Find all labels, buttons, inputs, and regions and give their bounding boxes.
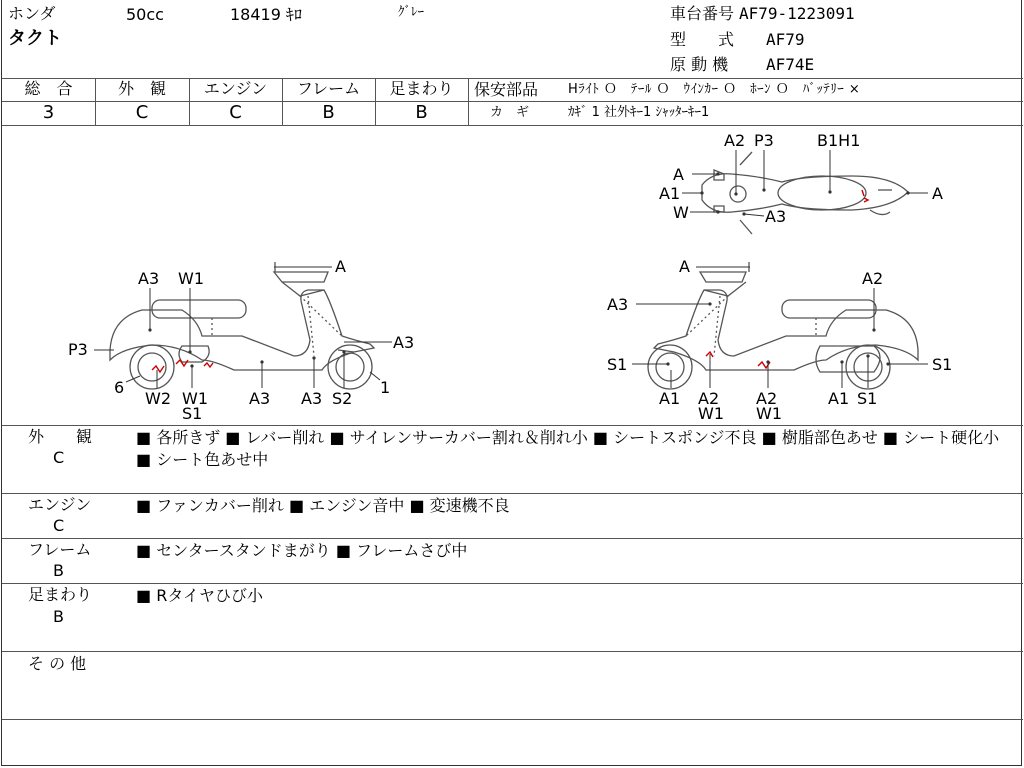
comment-suspension-grade: B bbox=[53, 607, 64, 626]
dmg-label: A bbox=[932, 184, 943, 203]
comment-other-label: そ の 他 bbox=[28, 654, 87, 673]
key-label: カ ギ bbox=[490, 105, 530, 120]
dmg-label: W1 bbox=[698, 404, 724, 423]
grade-exterior-value: C bbox=[135, 102, 149, 123]
dmg-label: W1 bbox=[756, 404, 782, 423]
dmg-label: P3 bbox=[754, 131, 774, 150]
dmg-label: 1 bbox=[380, 378, 391, 397]
dmg-label: A1 bbox=[659, 184, 681, 203]
comment-exterior-text: ■ 各所きず ■ レバー削れ ■ サイレンサーカバー割れ＆削れ小 ■ シートスポンジ不良 ■ 樹脂部色あせ ■ シート硬化小 ■ シート色あせ中 bbox=[136, 428, 1000, 469]
dmg-label: A2 bbox=[724, 131, 746, 150]
comment-engine-label: エンジン bbox=[28, 495, 92, 514]
key-value: ｶｷﾞ 1 社外ｷｰ1 ｼｬｯﾀｰｷｰ1 bbox=[568, 105, 710, 120]
grade-overall-value: 3 bbox=[42, 102, 55, 123]
grade-engine-value: C bbox=[229, 102, 242, 123]
dmg-label: S2 bbox=[332, 389, 353, 408]
dmg-label: S1 bbox=[857, 389, 878, 408]
grade-exterior-label: 外 観 bbox=[117, 79, 166, 98]
grade-engine-label: エンジン bbox=[203, 79, 268, 98]
chassis-number: AF79-1223091 bbox=[739, 4, 855, 23]
safety-parts-items: Hﾗｲﾄ Ｏ ﾃｰﾙ Ｏ ｳｲﾝｶｰ Ｏ ﾎｰﾝ Ｏ ﾊﾞｯﾃﾘｰ × bbox=[568, 82, 861, 97]
dmg-label: A2 bbox=[698, 389, 720, 408]
scooter-top-view bbox=[702, 152, 908, 234]
dmg-label: A3 bbox=[301, 389, 323, 408]
comment-frame-label: フレーム bbox=[28, 540, 92, 559]
dmg-label: W1 bbox=[182, 389, 208, 408]
dmg-label: P3 bbox=[68, 340, 88, 359]
engine-model-label: 原 動 機 bbox=[670, 55, 729, 74]
color: ｸﾞﾚｰ bbox=[398, 5, 424, 20]
dmg-label: A2 bbox=[862, 269, 884, 288]
dmg-label: A3 bbox=[607, 295, 629, 314]
dmg-label: S1 bbox=[607, 355, 628, 374]
dmg-label: A3 bbox=[765, 207, 787, 226]
comment-frame-text: ■ センタースタンドまがり ■ フレームさび中 bbox=[136, 541, 468, 560]
dmg-label: A bbox=[335, 257, 346, 276]
dmg-label: W1 bbox=[178, 269, 204, 288]
grade-frame-label: フレーム bbox=[296, 79, 361, 98]
dmg-label: 6 bbox=[114, 378, 125, 397]
comment-exterior-grade: C bbox=[53, 448, 65, 467]
grade-suspension-value: B bbox=[415, 102, 428, 123]
comment-suspension-label: 足まわり bbox=[28, 585, 93, 604]
comment-exterior-label: 外 観 bbox=[28, 427, 93, 446]
chassis-label: 車台番号 bbox=[670, 4, 735, 23]
dmg-label: A2 bbox=[756, 389, 778, 408]
dmg-label: A bbox=[673, 165, 684, 184]
grade-frame-value: B bbox=[322, 102, 335, 123]
comment-suspension-text: ■ Rタイヤひび小 bbox=[136, 586, 264, 605]
grade-suspension-label: 足まわり bbox=[389, 79, 454, 98]
dmg-label: W2 bbox=[145, 389, 171, 408]
scooter-damage-diagram bbox=[2, 0, 1023, 425]
dmg-label: A3 bbox=[138, 269, 160, 288]
type-label: 型 式 bbox=[670, 30, 735, 49]
inspection-sheet bbox=[1, 0, 1022, 766]
mileage: 18419 ｷﾛ bbox=[230, 5, 302, 24]
comment-engine-text: ■ ファンカバー削れ ■ エンジン音中 ■ 変速機不良 bbox=[136, 496, 510, 515]
safety-parts-label: 保安部品 bbox=[474, 80, 539, 99]
dmg-label: B1H1 bbox=[817, 131, 861, 150]
dmg-label: S1 bbox=[932, 355, 953, 374]
type-value: AF79 bbox=[766, 30, 805, 49]
dmg-label: A3 bbox=[249, 389, 271, 408]
grade-overall-label: 総 合 bbox=[24, 79, 73, 98]
comment-engine-grade: C bbox=[53, 516, 65, 535]
model-name: タクト bbox=[8, 28, 62, 49]
dmg-label: W bbox=[673, 203, 689, 222]
dmg-label: A1 bbox=[828, 389, 850, 408]
dmg-label: A1 bbox=[659, 389, 681, 408]
dmg-label: A bbox=[679, 257, 690, 276]
engine-model-value: AF74E bbox=[766, 55, 815, 74]
comment-frame-grade: B bbox=[53, 561, 64, 580]
maker: ホンダ bbox=[8, 4, 56, 23]
dmg-label: A3 bbox=[393, 333, 415, 352]
dmg-label: S1 bbox=[182, 404, 203, 423]
displacement: 50cc bbox=[126, 5, 164, 24]
